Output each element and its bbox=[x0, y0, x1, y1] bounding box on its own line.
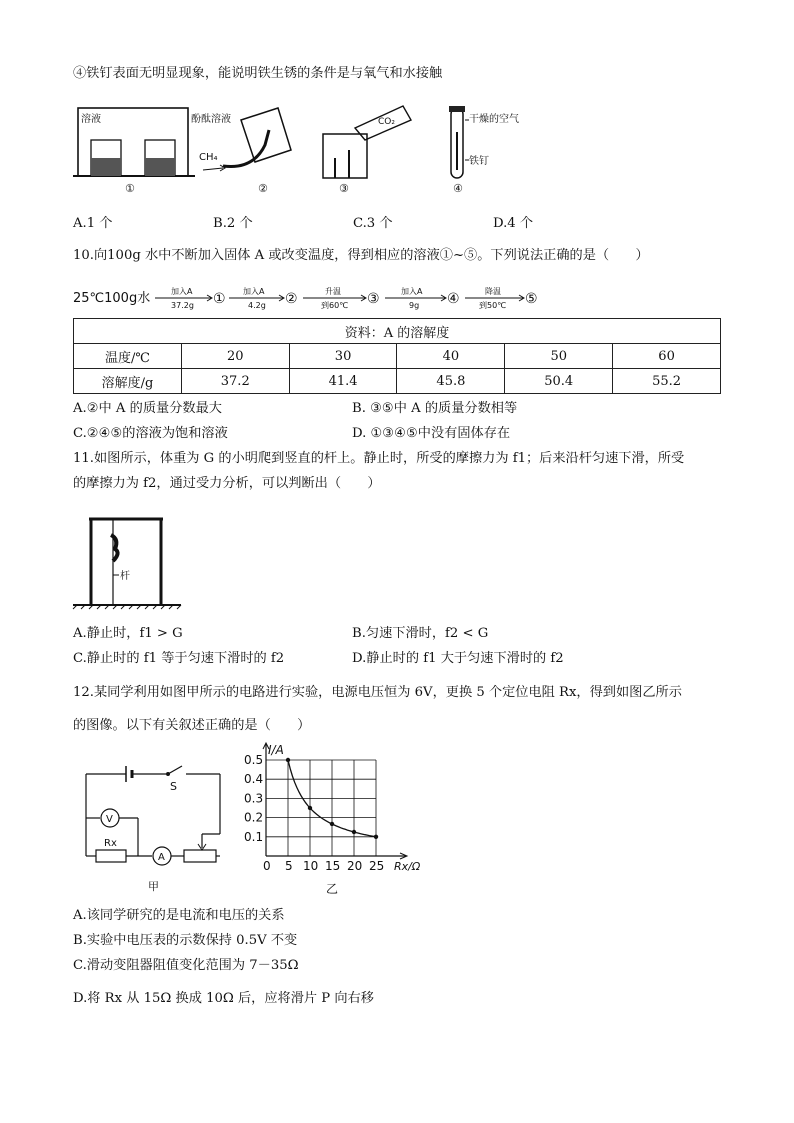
table-row-label: 温度/℃ bbox=[74, 344, 182, 369]
chain-start: 25℃100g水 bbox=[73, 291, 151, 306]
table-cell: 50.4 bbox=[505, 369, 613, 394]
x-tick-label: 25 bbox=[369, 859, 385, 873]
q10-option-d: D. ①③④⑤中没有固体存在 bbox=[352, 426, 511, 441]
chain-step4-bottom: 9g bbox=[409, 301, 420, 310]
chain-step4-top: 加入A bbox=[401, 287, 423, 296]
data-point bbox=[374, 835, 378, 839]
y-axis-label: I/A bbox=[268, 743, 284, 757]
q11-pole-figure bbox=[73, 513, 188, 609]
table-cell: 37.2 bbox=[181, 369, 289, 394]
q10-option-b: B. ③⑤中 A 的质量分数相等 bbox=[352, 401, 518, 416]
q12-option-b: B.实验中电压表的示数保持 0.5V 不变 bbox=[73, 933, 298, 948]
q10-process-chain bbox=[73, 284, 553, 310]
data-point bbox=[308, 806, 312, 810]
data-point bbox=[352, 830, 356, 834]
chain-step3-top: 升温 bbox=[325, 287, 341, 296]
figure-3-co2-beaker bbox=[323, 106, 411, 195]
graph-grid bbox=[266, 760, 376, 856]
q11-option-a: A.静止时，f1 > G bbox=[73, 626, 183, 641]
data-point bbox=[286, 758, 290, 762]
fig2-number: ② bbox=[258, 182, 268, 195]
figure-4-test-tube bbox=[449, 106, 519, 195]
table-cell: 60 bbox=[613, 344, 721, 369]
x-tick-label: 5 bbox=[285, 859, 293, 873]
table-cell: 20 bbox=[181, 344, 289, 369]
voltmeter-label: V bbox=[106, 814, 113, 825]
fig1-number: ① bbox=[125, 182, 135, 195]
graph-axes bbox=[263, 743, 407, 859]
switch-label: S bbox=[170, 780, 177, 793]
ammeter-label: A bbox=[158, 852, 165, 863]
y-tick-label: 0.4 bbox=[244, 772, 264, 787]
table-cell: 50 bbox=[505, 344, 613, 369]
table-cell: 30 bbox=[289, 344, 397, 369]
q10-stem: 10.向100g 水中不断加入固体 A 或改变温度，得到相应的溶液①~⑤。下列说法正确的是（ ） bbox=[73, 248, 649, 263]
q12-option-c: C.滑动变阻器阻值变化范围为 7－35Ω bbox=[73, 958, 299, 973]
q11-stem-line2: 的摩擦力为 f2，通过受力分析，可以判断出（ ） bbox=[73, 476, 381, 491]
chain-step1-bottom: 37.2g bbox=[171, 301, 194, 310]
y-tick-label: 0.3 bbox=[244, 791, 264, 806]
q11-stem-line1: 11.如图所示，体重为 G 的小明爬到竖直的杆上。静止时，所受的摩擦力为 f1；后来沿杆匀速下滑，所受 bbox=[73, 451, 685, 466]
fig1-label-solution: 溶液 bbox=[81, 114, 101, 125]
q9-option-b: B.2 个 bbox=[213, 216, 253, 231]
q12-current-resistance-graph bbox=[244, 740, 434, 898]
q10-option-c: C.②④⑤的溶液为饱和溶液 bbox=[73, 426, 228, 441]
q9-statement-4: ④铁钉表面无明显现象，能说明铁生锈的条件是与氧气和水接触 bbox=[73, 66, 443, 81]
chain-step5-bottom: 到50℃ bbox=[479, 301, 507, 310]
table-row-temperature bbox=[74, 344, 721, 369]
fig3-label-co2: CO₂ bbox=[378, 117, 395, 127]
q9-option-d: D.4 个 bbox=[493, 216, 534, 231]
x-tick-label: 10 bbox=[303, 859, 319, 873]
data-point bbox=[330, 822, 334, 826]
graph-caption: 乙 bbox=[326, 882, 339, 896]
y-tick-label: 0.5 bbox=[244, 753, 264, 767]
rod-label: 杆 bbox=[120, 571, 130, 582]
table-cell: 41.4 bbox=[289, 369, 397, 394]
fig4-label-nail: 铁钉 bbox=[469, 156, 489, 167]
x-tick-label: 0 bbox=[263, 859, 271, 873]
fig4-number: ④ bbox=[453, 182, 463, 195]
chain-node-3: ③ bbox=[367, 291, 380, 307]
q12-option-a: A.该同学研究的是电流和电压的关系 bbox=[73, 908, 285, 923]
x-tick-label: 20 bbox=[347, 859, 363, 873]
table-cell: 45.8 bbox=[397, 369, 505, 394]
q11-option-d: D.静止时的 f1 大于匀速下滑时的 f2 bbox=[352, 651, 564, 666]
q12-stem-line1: 12.某同学利用如图甲所示的电路进行实验，电源电压恒为 6V，更换 5 个定位电阻 Rx，得到如图乙所示 bbox=[73, 685, 682, 700]
table-row-solubility bbox=[74, 369, 721, 394]
resistor-label: Rx bbox=[104, 838, 117, 849]
q12-option-d: D.将 Rx 从 15Ω 换成 10Ω 后，应将滑片 P 向右移 bbox=[73, 991, 374, 1006]
chain-node-4: ④ bbox=[447, 291, 460, 307]
q10-option-a: A.②中 A 的质量分数最大 bbox=[73, 401, 222, 416]
y-tick-label: 0.2 bbox=[244, 810, 264, 825]
fig4-label-dry-air: 干燥的空气 bbox=[469, 114, 519, 125]
fig2-label-ch4: CH₄ bbox=[199, 152, 218, 163]
chain-step3-bottom: 到60℃ bbox=[321, 301, 349, 310]
table-cell: 55.2 bbox=[613, 369, 721, 394]
x-axis-label: Rx/Ω bbox=[394, 860, 421, 873]
x-tick-label: 15 bbox=[325, 859, 341, 873]
fig3-number: ③ bbox=[339, 182, 349, 195]
table-row-label: 溶解度/g bbox=[74, 369, 182, 394]
chain-node-5: ⑤ bbox=[525, 291, 538, 307]
table-caption: 资料：A 的溶解度 bbox=[74, 319, 721, 344]
chain-node-2: ② bbox=[285, 291, 298, 307]
chain-step5-top: 降温 bbox=[485, 287, 501, 296]
q9-option-c: C.3 个 bbox=[353, 216, 393, 231]
y-tick-label: 0.1 bbox=[244, 829, 264, 844]
chain-step2-top: 加入A bbox=[243, 287, 265, 296]
chain-step2-bottom: 4.2g bbox=[248, 301, 266, 310]
q12-circuit-diagram bbox=[80, 762, 230, 897]
chain-step1-top: 加入A bbox=[171, 287, 193, 296]
q12-stem-line2: 的图像。以下有关叙述正确的是（ ） bbox=[73, 718, 311, 733]
q11-option-b: B.匀速下滑时，f2 < G bbox=[352, 626, 489, 641]
circuit-caption: 甲 bbox=[148, 880, 159, 893]
q9-figures bbox=[73, 100, 519, 196]
chain-node-1: ① bbox=[213, 291, 226, 307]
fig1-label-phenol: 酚酞溶液 bbox=[191, 114, 231, 125]
q9-option-a: A.1 个 bbox=[73, 216, 113, 231]
table-cell: 40 bbox=[397, 344, 505, 369]
q11-option-c: C.静止时的 f1 等于匀速下滑时的 f2 bbox=[73, 651, 285, 666]
solubility-table bbox=[73, 318, 721, 394]
